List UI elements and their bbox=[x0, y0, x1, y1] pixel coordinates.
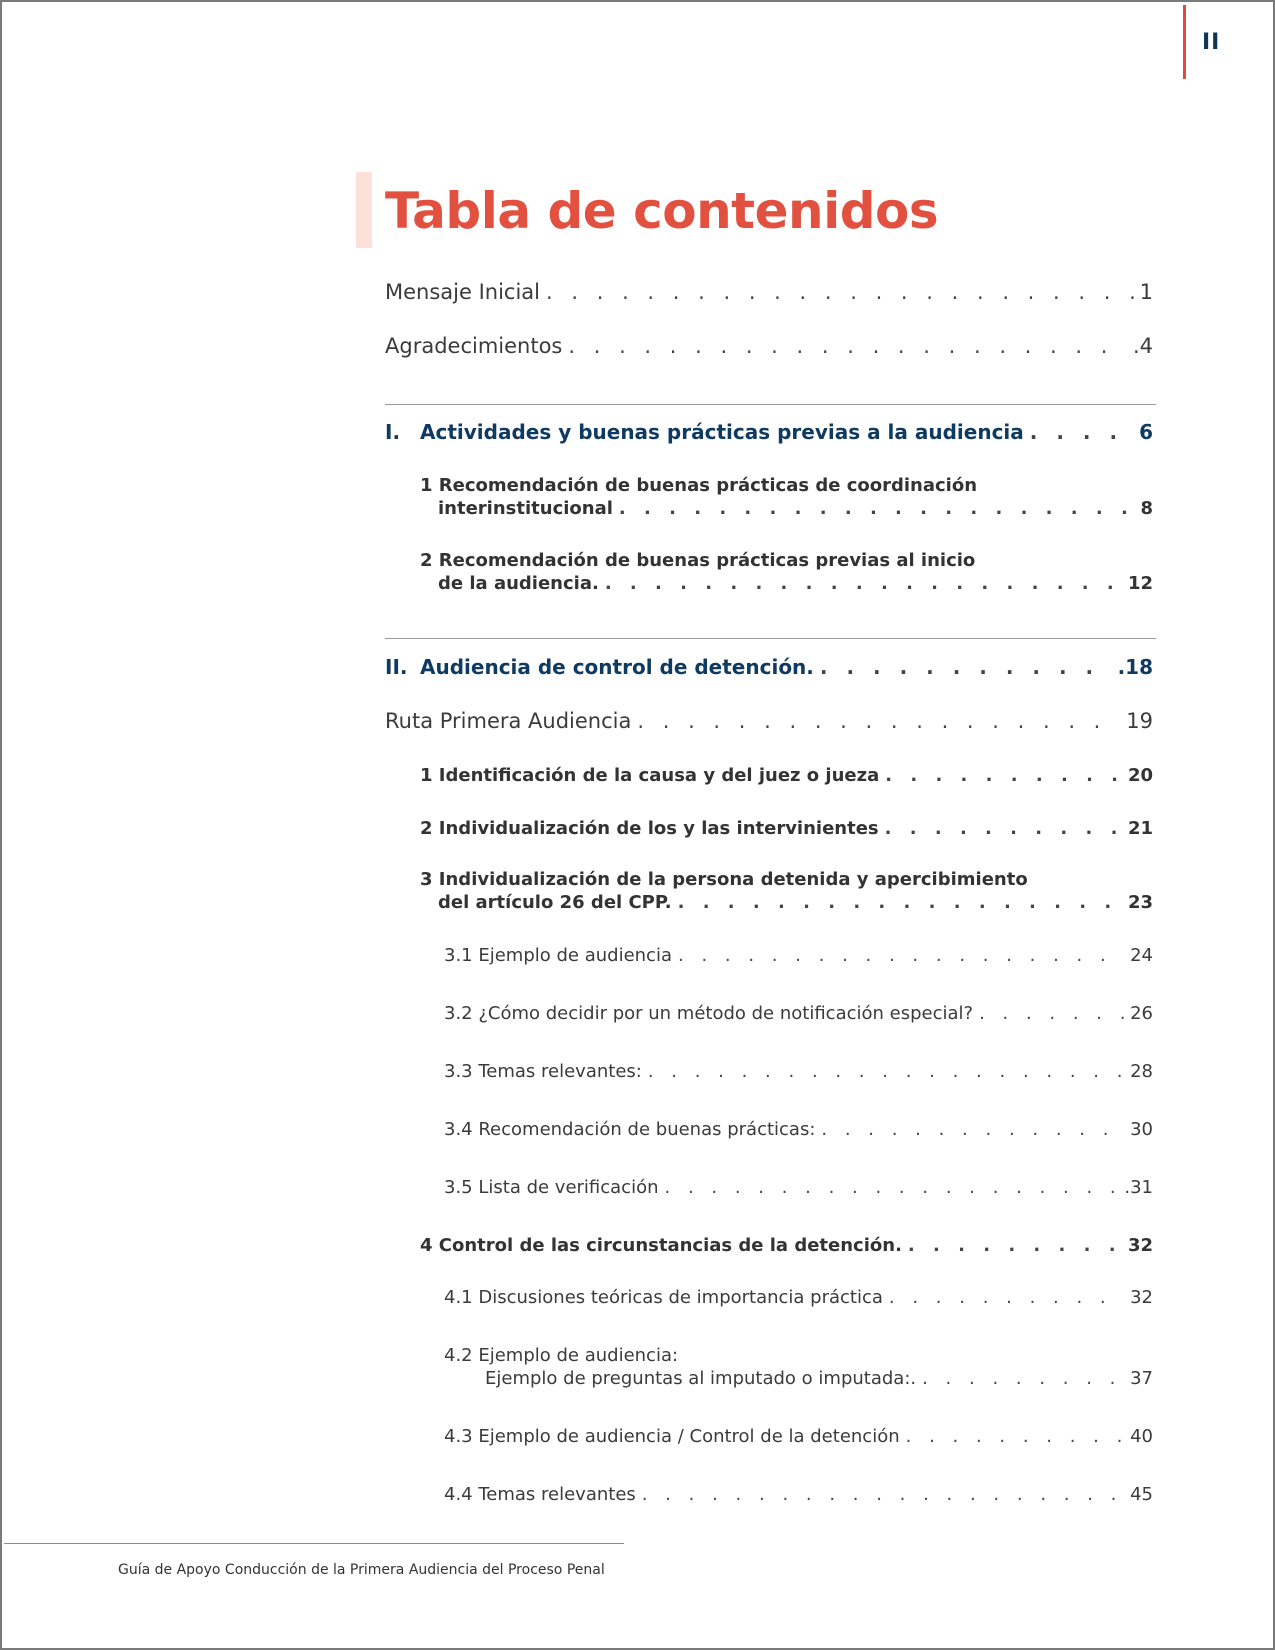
toc-entry-3-5[interactable] bbox=[444, 1177, 1153, 1198]
dot-leader bbox=[885, 818, 1122, 839]
toc-entry-label: 4.3 Ejemplo de audiencia / Control de la detención bbox=[444, 1426, 900, 1447]
toc-entry-page: 40 bbox=[1130, 1426, 1153, 1447]
toc-entry-label: 3.3 Temas relevantes: bbox=[444, 1061, 642, 1082]
toc-entry-page: 30 bbox=[1130, 1119, 1153, 1140]
toc-entry-label-line2: de la audiencia. bbox=[438, 573, 599, 594]
chapter-number: II. bbox=[385, 655, 408, 679]
toc-entry-label: 4.1 Discusiones teóricas de importancia práctica bbox=[444, 1287, 883, 1308]
toc-entry-3-1[interactable] bbox=[444, 945, 1153, 966]
toc-entry-coordinacion[interactable] bbox=[438, 498, 1153, 519]
toc-entry-page: .31 bbox=[1124, 1177, 1153, 1198]
toc-entry-label: 1 Identificación de la causa y del juez o jueza bbox=[420, 765, 880, 786]
toc-entry-page: 45 bbox=[1130, 1484, 1153, 1505]
toc-entry-page: .18 bbox=[1117, 655, 1153, 679]
dot-leader bbox=[665, 1177, 1119, 1198]
dot-leader bbox=[637, 709, 1120, 733]
toc-entry-label: 3.2 ¿Cómo decidir por un método de notificación especial? bbox=[444, 1003, 974, 1024]
toc-chapter-2[interactable] bbox=[385, 655, 1153, 679]
toc-entry-page: 24 bbox=[1130, 945, 1153, 966]
dot-leader bbox=[820, 655, 1112, 679]
toc-entry-label: 3.1 Ejemplo de audiencia bbox=[444, 945, 672, 966]
toc-entry-page: 6 bbox=[1139, 420, 1153, 444]
toc-entry-label-line2: del artículo 26 del CPP. bbox=[438, 892, 672, 913]
dot-leader bbox=[908, 1235, 1122, 1256]
toc-entry-page: 12 bbox=[1127, 573, 1153, 594]
toc-entry-4-2[interactable] bbox=[485, 1368, 1153, 1389]
toc-entry-label: Mensaje Inicial bbox=[385, 280, 541, 304]
dot-leader bbox=[605, 573, 1122, 594]
dot-leader bbox=[889, 1287, 1124, 1308]
toc-entry-page: 21 bbox=[1127, 818, 1153, 839]
footer-divider bbox=[4, 1543, 624, 1544]
dot-leader bbox=[821, 1119, 1124, 1140]
toc-entry-page: .4 bbox=[1132, 334, 1153, 358]
toc-entry-label-line1: 3 Individualización de la persona detenida y apercibimiento bbox=[420, 869, 1028, 890]
toc-entry-mensaje-inicial[interactable] bbox=[385, 280, 1153, 304]
toc-entry-persona-detenida[interactable] bbox=[438, 892, 1153, 913]
dot-leader bbox=[906, 1426, 1124, 1447]
page-title: Tabla de contenidos bbox=[385, 182, 939, 240]
toc-entry-label: 4 Control de las circunstancias de la detención. bbox=[420, 1235, 902, 1256]
toc-entry-label: Ruta Primera Audiencia bbox=[385, 709, 632, 733]
dot-leader bbox=[979, 1003, 1124, 1024]
toc-entry-label: 2 Individualización de los y las intervinientes bbox=[420, 818, 879, 839]
dot-leader bbox=[546, 280, 1134, 304]
toc-entry-4-1[interactable] bbox=[444, 1287, 1153, 1308]
toc-entry-label: Audiencia de control de detención. bbox=[420, 655, 814, 679]
toc-entry-page: 20 bbox=[1127, 765, 1153, 786]
toc-entry-previas-inicio[interactable] bbox=[438, 573, 1153, 594]
toc-entry-identificacion[interactable] bbox=[420, 765, 1153, 786]
toc-entry-label-line1: 2 Recomendación de buenas prácticas previas al inicio bbox=[420, 550, 976, 571]
toc-entry-label-line1: 4.2 Ejemplo de audiencia: bbox=[444, 1345, 679, 1366]
toc-entry-page: 28 bbox=[1130, 1061, 1153, 1082]
toc-entry-page: 8 bbox=[1140, 498, 1153, 519]
dot-leader bbox=[1030, 420, 1133, 444]
toc-entry-label: Actividades y buenas prácticas previas a la audiencia bbox=[420, 420, 1024, 444]
page-number: II bbox=[1202, 30, 1221, 55]
dot-leader bbox=[642, 1484, 1124, 1505]
toc-entry-label: 3.5 Lista de verificación bbox=[444, 1177, 659, 1198]
toc-entry-page: 1 bbox=[1139, 280, 1153, 304]
toc-entry-intervinientes[interactable] bbox=[420, 818, 1153, 839]
dot-leader bbox=[922, 1368, 1124, 1389]
toc-entry-page: 26 bbox=[1130, 1003, 1153, 1024]
dot-leader bbox=[619, 498, 1135, 519]
toc-entry-3-3[interactable] bbox=[444, 1061, 1153, 1082]
dot-leader bbox=[885, 765, 1122, 786]
toc-entry-4-3[interactable] bbox=[444, 1426, 1153, 1447]
section-divider bbox=[385, 638, 1156, 639]
footer-document-title: Guía de Apoyo Conducción de la Primera Audiencia del Proceso Penal bbox=[118, 1562, 605, 1578]
toc-entry-ruta-primera-audiencia[interactable] bbox=[385, 709, 1153, 733]
toc-entry-page: 32 bbox=[1127, 1235, 1153, 1256]
toc-entry-label-line2: Ejemplo de preguntas al imputado o imputada:. bbox=[485, 1368, 917, 1389]
toc-entry-page: 32 bbox=[1130, 1287, 1153, 1308]
toc-entry-label: 3.4 Recomendación de buenas prácticas: bbox=[444, 1119, 816, 1140]
dot-leader bbox=[648, 1061, 1124, 1082]
toc-entry-page: 19 bbox=[1126, 709, 1153, 733]
dot-leader bbox=[678, 945, 1124, 966]
toc-entry-3-4[interactable] bbox=[444, 1119, 1153, 1140]
toc-entry-3-2[interactable] bbox=[444, 1003, 1153, 1024]
toc-entry-label: 4.4 Temas relevantes bbox=[444, 1484, 636, 1505]
toc-entry-label: Agradecimientos bbox=[385, 334, 563, 358]
toc-chapter-1[interactable] bbox=[385, 420, 1153, 444]
dot-leader bbox=[678, 892, 1122, 913]
toc-entry-label-line1: 1 Recomendación de buenas prácticas de coordinación bbox=[420, 475, 978, 496]
toc-entry-agradecimientos[interactable] bbox=[385, 334, 1153, 358]
toc-entry-control-circunstancias[interactable] bbox=[420, 1235, 1153, 1256]
toc-entry-page: 23 bbox=[1127, 892, 1153, 913]
chapter-number: I. bbox=[385, 420, 401, 444]
dot-leader bbox=[568, 334, 1127, 358]
toc-entry-4-4[interactable] bbox=[444, 1484, 1153, 1505]
toc-entry-label-line2: interinstitucional bbox=[438, 498, 613, 519]
section-divider bbox=[385, 404, 1156, 405]
toc-entry-page: 37 bbox=[1130, 1368, 1153, 1389]
